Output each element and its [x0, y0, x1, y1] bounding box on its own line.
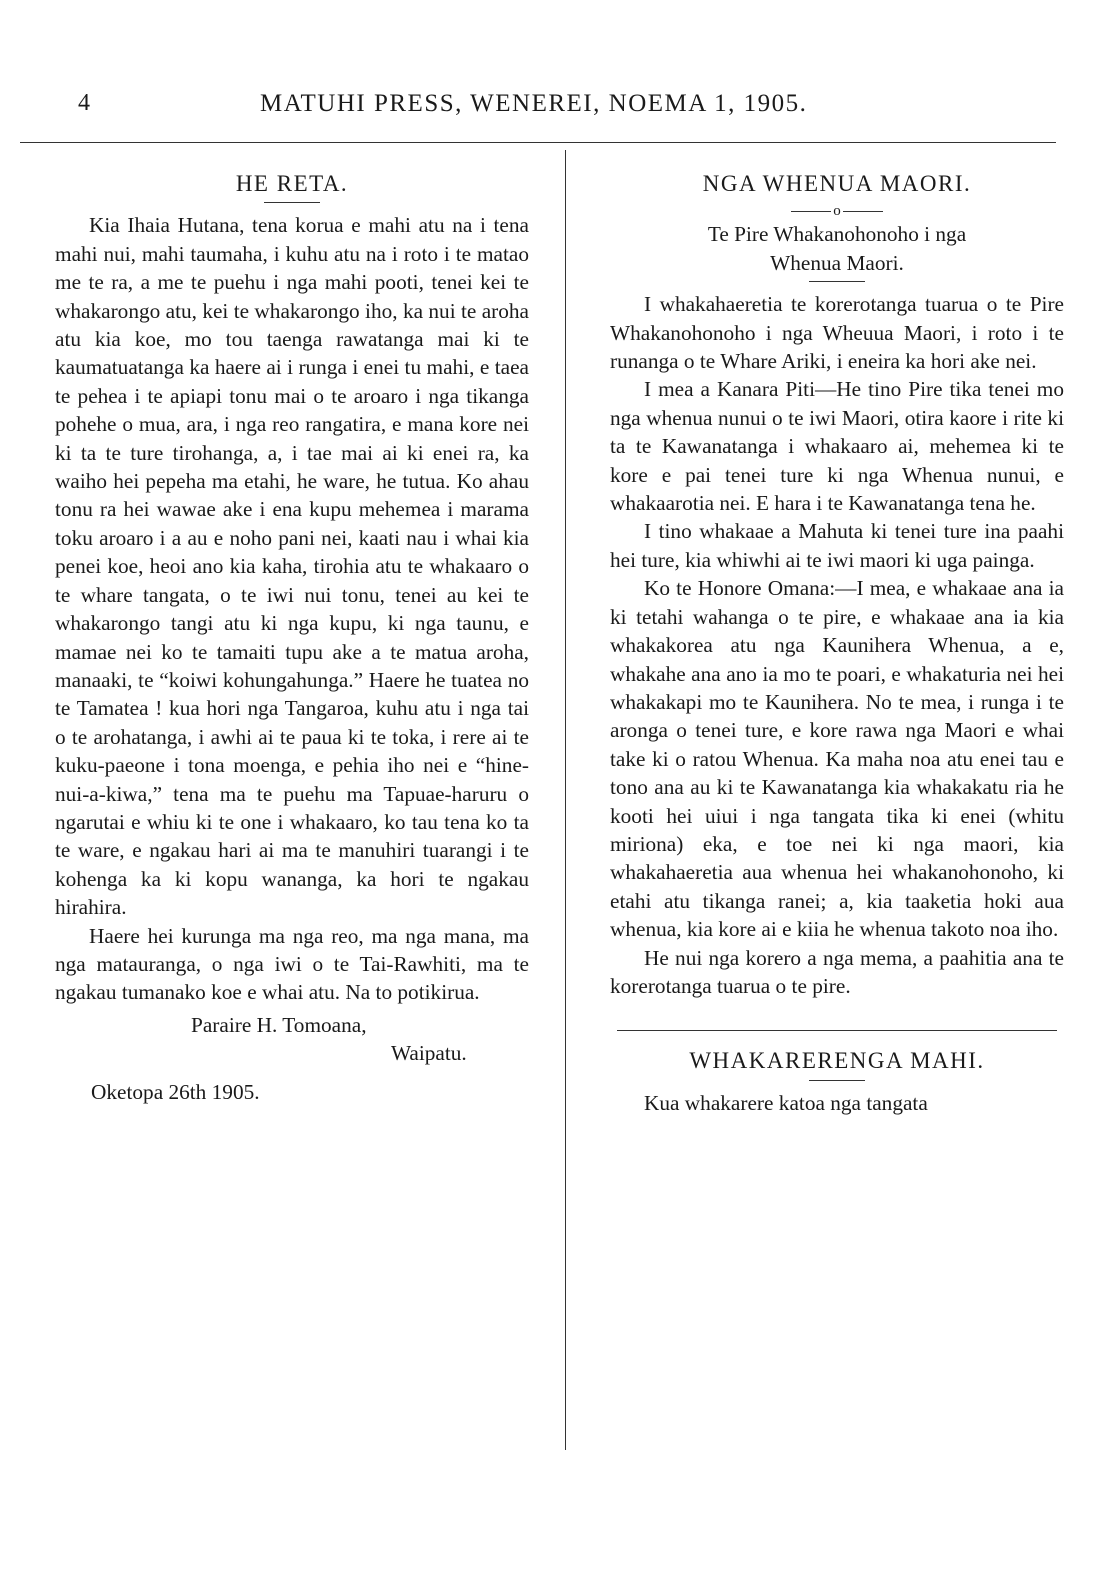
article-paragraph: I whakahaeretia te korerotanga tuarua o te Pire Whakanohonoho i nga Wheuua Maori, i roto i te runanga o te Whare Ariki, i eneira ka hori ake nei. — [610, 292, 1064, 374]
section2-rule — [809, 1080, 865, 1081]
column-divider — [565, 150, 566, 1450]
subtitle-rule — [809, 281, 865, 282]
letter-paragraph: Haere hei kurunga ma nga reo, ma nga mana, ma nga matauranga, o nga iwi o te Tai-Rawhiti, ma te ngakau tumanako koe e whai atu. Na to potikirua. — [55, 923, 529, 1005]
masthead: MATUHI PRESS, WENEREI, NOEMA 1, 1905. — [260, 90, 808, 117]
section2-paragraph: Kua whakarere katoa nga tangata — [644, 1090, 928, 1115]
header-rule — [20, 142, 1056, 143]
page-number: 4 — [78, 90, 90, 116]
letter-paragraph: Kia Ihaia Hutana, tena korua e mahi atu na i tena mahi nui, mahi taumaha, i kuhu atu na i roto i te matao me te ra, a me te puehu i nga mahi pooti, tenei kei te whakarongo atu, kei te whakarongo iho, ka nui te aroha atu kia koe, mo tou taenga rawatanga mai ki te kaumatuatanga ka haere ai i runga i enei tu mahi, e taea te pehea i te apiapi tonu mai o te aroaro i nga tikanga pohehe o mua, ara, i nga reo rangatira, e mana kore nei ki ta te ture tirohanga, a, i tae mai ai ki enei ra, ka waiho hei pepeha ma etahi, he ware, he tutua. Ko ahau tonu ra hei wawae ake i ena kupu mehemea i marama toku aroaro i a au e noho pani nei, kaati nau i whai kia penei koe, heoi ano kia kaha, tirohia atu te whakaaro o te whare tangata, o te iwi nui tonu, tenei au kei te whakarongo tangi atu ki nga kupu, ki nga taunu, e mamae nei ko te tamaiti tupu ake a te matua aroha, manaaki, te “koiwi kohungahunga.” Haere he tuatea no te Tamatea ! kua hori nga Tangaroa, kuhu atu i nga tai o te arohatanga, i awhi ai te paua ki te toka, i rere ai te kuku-paeone i tona moenga, e pehia iho nei e “hine-nui-a-kiwa,” tena ma te puehu ma Tapuae-haruru o ngarutai e whiu ki te one i whakaaro, ko tau tena ko ta te ware, e ngakau hari ai ma te manuhiri tuarangi i te kohenga ka ki kopu wananga, ka hori te ngakau hirahira. — [55, 213, 529, 920]
right-column — [610, 170, 1064, 1117]
ornament-rule — [610, 202, 1064, 220]
article-subtitle — [610, 220, 1064, 277]
rule-ornament: o — [833, 203, 841, 220]
left-column — [55, 170, 529, 1106]
section2-title: WHAKARERENGA MAHI. — [689, 1048, 985, 1074]
article-paragraph: I tino whakaae a Mahuta ki tenei ture ina paahi hei ture, kia whiwhi ai te iwi maori ki uga painga. — [610, 519, 1064, 572]
article-paragraph: I mea a Kanara Piti—He tino Pire tika tenei mo nga whenua nunui o te iwi Maori, otira kaore i rite ki ta te Kawanatanga i whakaaro ai, mehemea ki te kore e pai tenei ture ki nga Whenua nunui, e whakaarotia nei. E hara i te Kawanatanga tena he. — [610, 377, 1064, 516]
article-paragraph: Ko te Honore Omana:—I mea, e whakaae ana ia ki tetahi wahanga o te pire, e whakaae ana ia kia whakakorea atu nga Kaunihera Whenua, a e, whakahe ana ano ia mo te poari, e whakaturia nei hei whakakapi mo te Kaunihera. No te mea, i runga i te aronga o tenei ture, e kore rawa nga Maori e whai take ki o ratou Whenua. Ka maha noa atu enei tau e tono ana au ki te Kawanatanga kia whakakatu ria he kooti hei uiui i nga tangata tika ki enei (whitu miriona) eka, e toe nei ki nga maori, kia whakahaeretia aua whenua hei whakanohonoho, ki etahi atu tikanga ranei; a, kia taaketia hoki aua whenua, kia kore ai e kiia he whenua takoto noa iho. — [610, 576, 1064, 942]
signature-place: Waipatu. — [391, 1041, 467, 1066]
page-header — [20, 88, 1070, 128]
section-divider — [617, 1030, 1057, 1031]
subtitle-line: Whenua Maori. — [770, 250, 904, 275]
letter-title: HE RETA. — [235, 171, 349, 196]
signature-name: Paraire H. Tomoana, — [191, 1012, 367, 1037]
title-rule — [264, 202, 320, 203]
subtitle-line: Te Pire Whakanohonoho i nga — [707, 222, 967, 247]
article-paragraph: He nui nga korero a nga mema, a paahitia ana te korerotanga tuarua o te pire. — [610, 945, 1064, 998]
letter-date: Oketopa 26th 1905. — [91, 1079, 260, 1104]
article-title: NGA WHENUA MAORI. — [702, 171, 972, 196]
